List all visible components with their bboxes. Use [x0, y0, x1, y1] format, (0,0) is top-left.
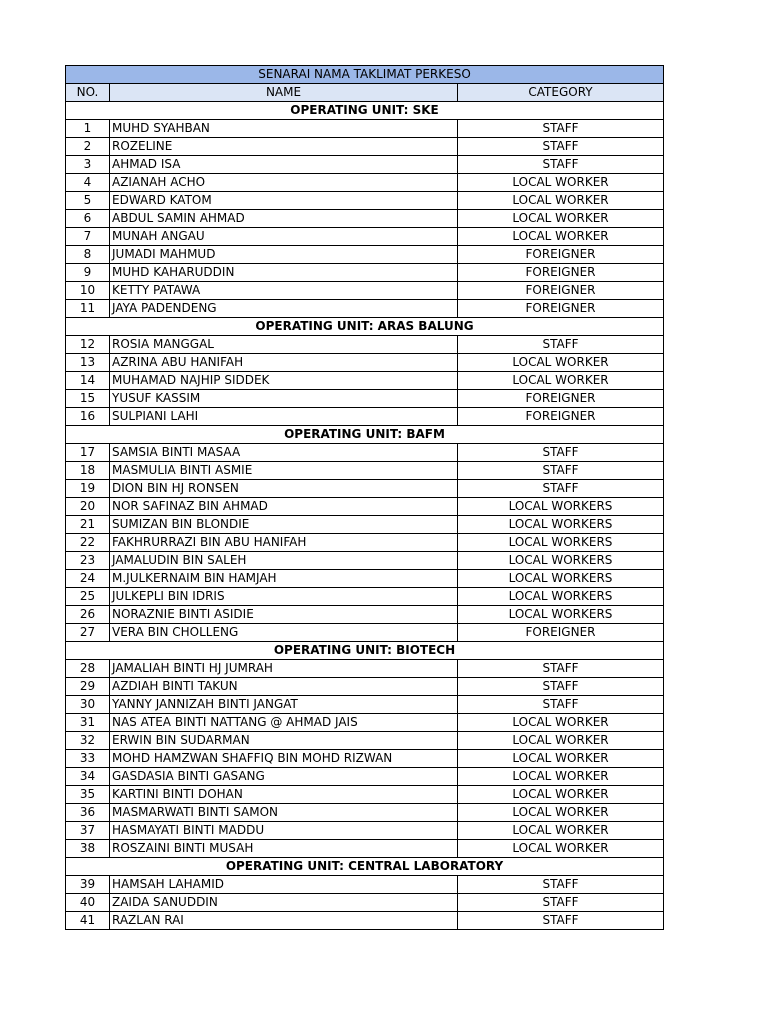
row-number: 11: [66, 300, 110, 318]
table-row: [66, 570, 664, 588]
name-list-table: [65, 65, 664, 930]
table-row: [66, 210, 664, 228]
table-row: [66, 786, 664, 804]
section-heading: OPERATING UNIT: CENTRAL LABORATORY: [66, 858, 664, 876]
table-row: [66, 876, 664, 894]
row-name: AZDIAH BINTI TAKUN: [110, 678, 458, 696]
row-name: NAS ATEA BINTI NATTANG @ AHMAD JAIS: [110, 714, 458, 732]
section-heading: OPERATING UNIT: BIOTECH: [66, 642, 664, 660]
row-number: 41: [66, 912, 110, 930]
row-category: FOREIGNER: [458, 282, 664, 300]
table-body: [66, 66, 664, 930]
row-category: STAFF: [458, 444, 664, 462]
table-row: [66, 660, 664, 678]
row-number: 21: [66, 516, 110, 534]
table-row: [66, 624, 664, 642]
row-name: AZIANAH ACHO: [110, 174, 458, 192]
table-row: [66, 498, 664, 516]
row-name: YANNY JANNIZAH BINTI JANGAT: [110, 696, 458, 714]
table-row: [66, 678, 664, 696]
row-number: 30: [66, 696, 110, 714]
header-no: NO.: [66, 84, 110, 102]
row-number: 19: [66, 480, 110, 498]
row-name: SAMSIA BINTI MASAA: [110, 444, 458, 462]
row-name: SULPIANI LAHI: [110, 408, 458, 426]
row-category: LOCAL WORKER: [458, 192, 664, 210]
row-category: LOCAL WORKERS: [458, 534, 664, 552]
row-number: 4: [66, 174, 110, 192]
row-category: FOREIGNER: [458, 390, 664, 408]
row-number: 32: [66, 732, 110, 750]
row-name: JAYA PADENDENG: [110, 300, 458, 318]
row-number: 31: [66, 714, 110, 732]
row-category: LOCAL WORKERS: [458, 552, 664, 570]
section-header-row: [66, 426, 664, 444]
table-row: [66, 912, 664, 930]
row-number: 17: [66, 444, 110, 462]
table-row: [66, 138, 664, 156]
row-number: 13: [66, 354, 110, 372]
table-row: [66, 174, 664, 192]
row-name: MASMULIA BINTI ASMIE: [110, 462, 458, 480]
row-number: 15: [66, 390, 110, 408]
header-name: NAME: [110, 84, 458, 102]
row-name: HASMAYATI BINTI MADDU: [110, 822, 458, 840]
title-row: [66, 66, 664, 84]
table-row: [66, 282, 664, 300]
row-name: AHMAD ISA: [110, 156, 458, 174]
row-number: 38: [66, 840, 110, 858]
row-category: FOREIGNER: [458, 408, 664, 426]
row-category: LOCAL WORKERS: [458, 516, 664, 534]
row-category: STAFF: [458, 660, 664, 678]
row-category: STAFF: [458, 876, 664, 894]
row-name: AZRINA ABU HANIFAH: [110, 354, 458, 372]
row-name: NOR SAFINAZ BIN AHMAD: [110, 498, 458, 516]
row-category: LOCAL WORKER: [458, 174, 664, 192]
row-name: ERWIN BIN SUDARMAN: [110, 732, 458, 750]
row-category: LOCAL WORKERS: [458, 606, 664, 624]
section-header-row: [66, 102, 664, 120]
row-category: STAFF: [458, 678, 664, 696]
section-header-row: [66, 858, 664, 876]
row-name: ROSZAINI BINTI MUSAH: [110, 840, 458, 858]
row-name: ABDUL SAMIN AHMAD: [110, 210, 458, 228]
row-number: 39: [66, 876, 110, 894]
row-category: STAFF: [458, 912, 664, 930]
section-heading: OPERATING UNIT: ARAS BALUNG: [66, 318, 664, 336]
table-row: [66, 192, 664, 210]
section-heading: OPERATING UNIT: SKE: [66, 102, 664, 120]
row-name: ROZELINE: [110, 138, 458, 156]
row-number: 24: [66, 570, 110, 588]
row-name: JAMALIAH BINTI HJ JUMRAH: [110, 660, 458, 678]
table-row: [66, 444, 664, 462]
table-row: [66, 696, 664, 714]
row-category: FOREIGNER: [458, 264, 664, 282]
row-number: 33: [66, 750, 110, 768]
row-number: 23: [66, 552, 110, 570]
row-category: LOCAL WORKER: [458, 750, 664, 768]
row-number: 20: [66, 498, 110, 516]
row-category: LOCAL WORKER: [458, 840, 664, 858]
table-row: [66, 480, 664, 498]
table-row: [66, 804, 664, 822]
row-name: KARTINI BINTI DOHAN: [110, 786, 458, 804]
table-row: [66, 732, 664, 750]
table-row: [66, 552, 664, 570]
row-category: STAFF: [458, 696, 664, 714]
table-row: [66, 894, 664, 912]
row-name: DION BIN HJ RONSEN: [110, 480, 458, 498]
table-row: [66, 822, 664, 840]
row-number: 10: [66, 282, 110, 300]
row-number: 34: [66, 768, 110, 786]
row-name: EDWARD KATOM: [110, 192, 458, 210]
row-name: MUHD KAHARUDDIN: [110, 264, 458, 282]
row-category: STAFF: [458, 336, 664, 354]
row-number: 28: [66, 660, 110, 678]
section-header-row: [66, 318, 664, 336]
table-row: [66, 120, 664, 138]
row-name: MASMARWATI BINTI SAMON: [110, 804, 458, 822]
row-category: FOREIGNER: [458, 246, 664, 264]
row-category: FOREIGNER: [458, 624, 664, 642]
row-number: 9: [66, 264, 110, 282]
row-name: JAMALUDIN BIN SALEH: [110, 552, 458, 570]
row-number: 35: [66, 786, 110, 804]
row-name: ROSIA MANGGAL: [110, 336, 458, 354]
row-category: LOCAL WORKERS: [458, 570, 664, 588]
row-name: YUSUF KASSIM: [110, 390, 458, 408]
table-row: [66, 336, 664, 354]
row-number: 25: [66, 588, 110, 606]
row-number: 2: [66, 138, 110, 156]
row-category: LOCAL WORKER: [458, 804, 664, 822]
row-category: LOCAL WORKER: [458, 354, 664, 372]
table-row: [66, 516, 664, 534]
row-category: LOCAL WORKER: [458, 786, 664, 804]
row-number: 1: [66, 120, 110, 138]
row-number: 29: [66, 678, 110, 696]
row-category: LOCAL WORKER: [458, 714, 664, 732]
table-row: [66, 840, 664, 858]
row-category: STAFF: [458, 120, 664, 138]
row-number: 36: [66, 804, 110, 822]
row-number: 7: [66, 228, 110, 246]
row-number: 8: [66, 246, 110, 264]
table-row: [66, 264, 664, 282]
document-title: SENARAI NAMA TAKLIMAT PERKESO: [66, 66, 664, 84]
row-number: 3: [66, 156, 110, 174]
table-row: [66, 534, 664, 552]
table-row: [66, 300, 664, 318]
row-category: LOCAL WORKER: [458, 228, 664, 246]
row-category: LOCAL WORKERS: [458, 588, 664, 606]
row-category: STAFF: [458, 894, 664, 912]
row-category: FOREIGNER: [458, 300, 664, 318]
table-row: [66, 390, 664, 408]
row-name: HAMSAH LAHAMID: [110, 876, 458, 894]
table-row: [66, 606, 664, 624]
row-name: GASDASIA BINTI GASANG: [110, 768, 458, 786]
row-category: LOCAL WORKERS: [458, 498, 664, 516]
table-row: [66, 228, 664, 246]
table-row: [66, 588, 664, 606]
table-row: [66, 462, 664, 480]
table-row: [66, 408, 664, 426]
row-number: 18: [66, 462, 110, 480]
row-name: MUNAH ANGAU: [110, 228, 458, 246]
row-number: 37: [66, 822, 110, 840]
row-number: 5: [66, 192, 110, 210]
row-name: M.JULKERNAIM BIN HAMJAH: [110, 570, 458, 588]
table-row: [66, 750, 664, 768]
row-number: 40: [66, 894, 110, 912]
header-category: CATEGORY: [458, 84, 664, 102]
header-row: [66, 84, 664, 102]
row-name: ZAIDA SANUDDIN: [110, 894, 458, 912]
row-category: LOCAL WORKER: [458, 210, 664, 228]
row-number: 12: [66, 336, 110, 354]
row-name: RAZLAN RAI: [110, 912, 458, 930]
row-category: STAFF: [458, 462, 664, 480]
row-category: LOCAL WORKER: [458, 372, 664, 390]
row-name: MUHD SYAHBAN: [110, 120, 458, 138]
row-name: SUMIZAN BIN BLONDIE: [110, 516, 458, 534]
row-category: LOCAL WORKER: [458, 822, 664, 840]
row-number: 14: [66, 372, 110, 390]
table-row: [66, 372, 664, 390]
table-row: [66, 714, 664, 732]
row-name: JULKEPLI BIN IDRIS: [110, 588, 458, 606]
table-row: [66, 246, 664, 264]
row-category: STAFF: [458, 480, 664, 498]
row-number: 16: [66, 408, 110, 426]
table-row: [66, 156, 664, 174]
section-header-row: [66, 642, 664, 660]
row-category: STAFF: [458, 138, 664, 156]
row-number: 27: [66, 624, 110, 642]
row-name: FAKHRURRAZI BIN ABU HANIFAH: [110, 534, 458, 552]
row-name: MOHD HAMZWAN SHAFFIQ BIN MOHD RIZWAN: [110, 750, 458, 768]
row-number: 22: [66, 534, 110, 552]
row-name: JUMADI MAHMUD: [110, 246, 458, 264]
section-heading: OPERATING UNIT: BAFM: [66, 426, 664, 444]
row-category: LOCAL WORKER: [458, 768, 664, 786]
table-row: [66, 354, 664, 372]
row-category: STAFF: [458, 156, 664, 174]
row-number: 26: [66, 606, 110, 624]
row-name: VERA BIN CHOLLENG: [110, 624, 458, 642]
row-name: MUHAMAD NAJHIP SIDDEK: [110, 372, 458, 390]
table-row: [66, 768, 664, 786]
row-name: NORAZNIE BINTI ASIDIE: [110, 606, 458, 624]
row-name: KETTY PATAWA: [110, 282, 458, 300]
row-category: LOCAL WORKER: [458, 732, 664, 750]
row-number: 6: [66, 210, 110, 228]
